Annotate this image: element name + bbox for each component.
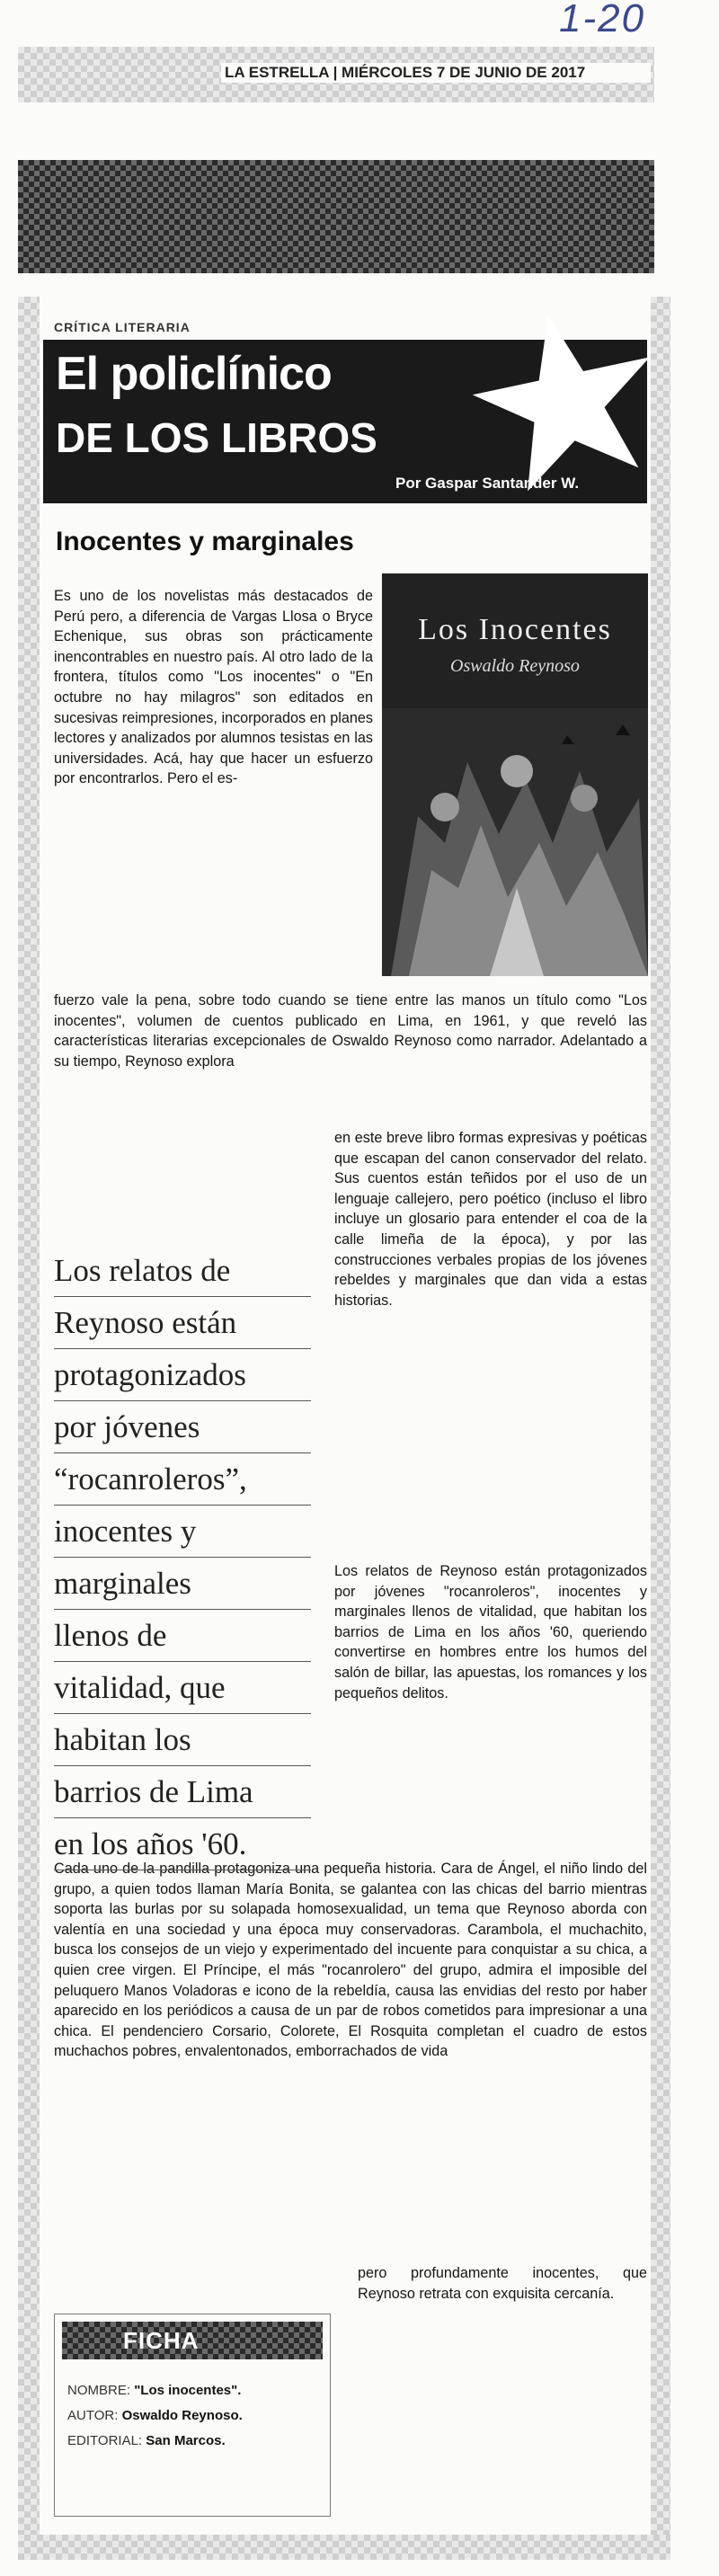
body-paragraph: Los relatos de Reynoso están protagonizados por jóvenes "rocanroleros", inocentes y marginales llenos de vitalidad, que habitan los barrios de Lima en los años '60, queriendo convertirse en hombres entre los humos del salón de billar, las apuestas, los romances y los pequeños delitos. bbox=[334, 1563, 647, 1701]
pull-quote-line: “rocanroleros”, bbox=[54, 1453, 311, 1506]
book-cover-image bbox=[382, 573, 648, 976]
book-cover-illustration bbox=[382, 708, 648, 976]
pull-quote bbox=[54, 1245, 311, 1870]
book-cover-author: Oswaldo Reynoso bbox=[450, 656, 580, 676]
article-subtitle: Inocentes y marginales bbox=[56, 527, 354, 556]
body-paragraph: en este breve libro formas expresivas y poéticas que escapan del canon conservador del relato. Sus cuentos están teñidos por el uso de un lenguaje callejero, pero poético (incluso el libro incluye un glosario para entender el coa de la calle limeña de la época), y por las construcciones verbales propias de los jóvenes rebeldes y marginales que dan vida a estas historias. bbox=[334, 1130, 647, 1309]
pull-quote-line: habitan los bbox=[54, 1714, 311, 1766]
article-title: El policlínico bbox=[56, 348, 332, 400]
ficha-row-publisher: EDITORIAL: San Marcos. bbox=[67, 2433, 226, 2448]
body-paragraph: Cada uno de la pandilla protagoniza una pequeña historia. Cara de Ángel, el niño lindo del grupo, a quien todos llaman María Bonita, se galantea con las chicas del barrio mientras soporta las burlas por su solapada homosexualidad, un tema que Reynoso aborda con valentía en una sociedad y una época muy conservadoras. Carambola, el muchachito, busca los consejos de un viejo y experimentado del incuente para conquistar a su chica, a quien cree virgen. El Príncipe, el más "rocanrolero" del grupo, admira el imposible del peluquero Manos Voladoras e icono de la rebeldía, causa las envidias del resto por haber aparecido en los periódicos a causa de un par de robos cometidos para impresionar a una chica. El pendenciero Corsario, Colorete, El Rosquita completan el cuadro de estos muchachos pobres, envalentonados, emborrachados de vida bbox=[54, 1861, 647, 2060]
right-pattern-margin bbox=[651, 297, 670, 2535]
left-pattern-margin bbox=[18, 297, 40, 2535]
decorative-dark-band bbox=[18, 160, 654, 273]
ficha-row-name: NOMBRE: "Los inocentes". bbox=[67, 2383, 242, 2398]
pull-quote-line: llenos de bbox=[54, 1610, 311, 1662]
pull-quote-line: barrios de Lima bbox=[54, 1766, 311, 1818]
pull-quote-line: protagonizados bbox=[54, 1349, 311, 1401]
pull-quote-line: por jóvenes bbox=[54, 1401, 311, 1453]
bottom-pattern-band bbox=[18, 2535, 670, 2560]
pull-quote-line: inocentes y bbox=[54, 1506, 311, 1558]
ficha-label: FICHA bbox=[123, 2327, 200, 2354]
book-cover-title: Los Inocentes bbox=[418, 613, 612, 646]
ficha-row-author: AUTOR: Oswaldo Reynoso. bbox=[67, 2408, 243, 2423]
pull-quote-line: vitalidad, que bbox=[54, 1662, 311, 1714]
pull-quote-line: en los años '60. bbox=[54, 1818, 311, 1870]
body-paragraph: Es uno de los novelistas más destacados de Perú pero, a diferencia de Vargas Llosa o Bryce Echenique, sus obras son prácticamente inencontrables en nuestro país. Al otro lado de la frontera, títulos como "Los inocentes" o "En octubre no hay milagros" son editados en sucesivas reimpresiones, incorporados en planes lectores y analizados por alumnos tesistas en las universidades. Acá, hay que hacer un esfuerzo por encontrarlos. Pero el es- bbox=[54, 588, 373, 787]
ficha-box bbox=[54, 2314, 331, 2517]
star-icon bbox=[472, 306, 661, 494]
body-paragraph: pero profundamente inocentes, que Reynoso retrata con exquisita cercanía. bbox=[358, 2265, 647, 2302]
pull-quote-line: marginales bbox=[54, 1558, 311, 1610]
handwritten-page-number: 1-20 bbox=[559, 0, 646, 40]
section-label: CRÍTICA LITERARIA bbox=[54, 320, 191, 334]
body-paragraph: fuerzo vale la pena, sobre todo cuando se tiene entre las manos un título como "Los inocentes", volumen de cuentos publicado en Lima, en 1961, y que reveló las características literarias excepcionales de Oswaldo Reynoso como narrador. Adelantado a su tiempo, Reynoso explora bbox=[54, 992, 647, 1070]
article-title-subline: DE LOS LIBROS bbox=[56, 414, 377, 461]
pull-quote-line: Los relatos de bbox=[54, 1245, 311, 1297]
byline: Por Gaspar Santander W. bbox=[395, 475, 580, 492]
newspaper-folio: LA ESTRELLA | MIÉRCOLES 7 DE JUNIO DE 2017 bbox=[221, 63, 651, 83]
pull-quote-line: Reynoso están bbox=[54, 1297, 311, 1349]
